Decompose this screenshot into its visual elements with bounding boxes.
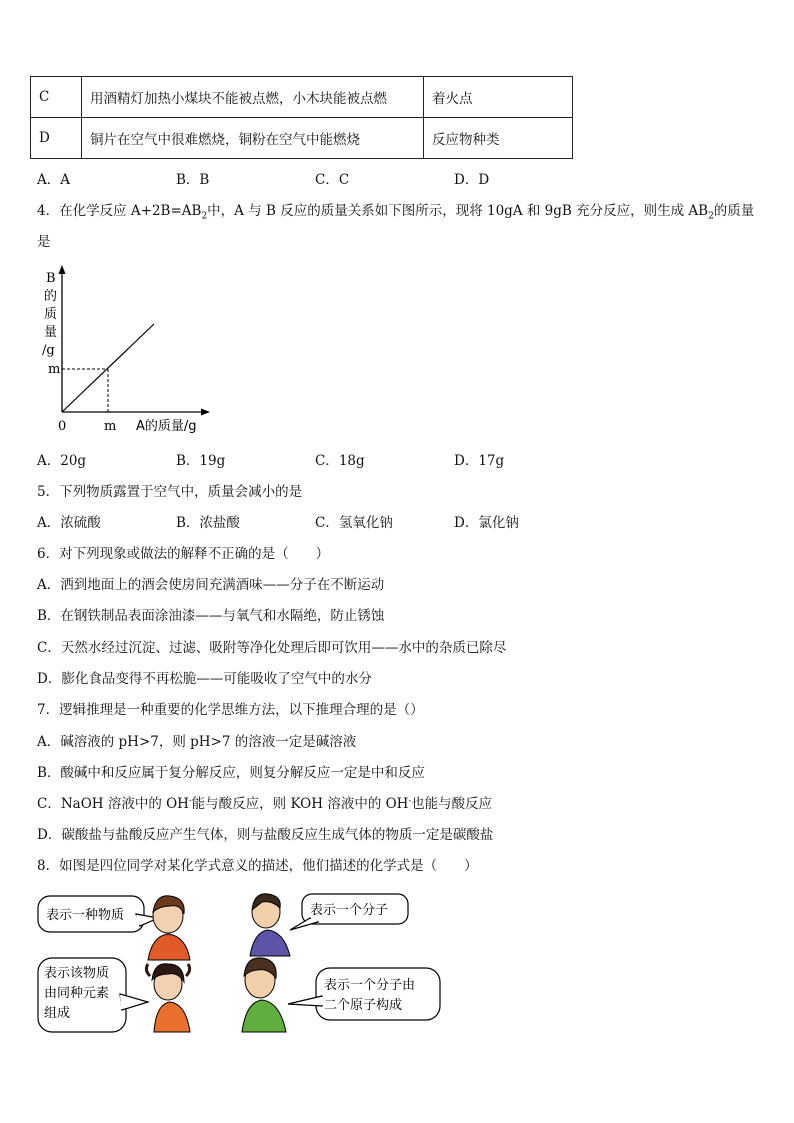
q4-stem-line2: 是 [37, 234, 51, 250]
student-boy-1-icon [148, 896, 190, 960]
q7-stem: 7．逻辑推理是一种重要的化学思维方法，以下推理合理的是（） [37, 702, 424, 718]
bubble-3-line1: 表示该物质 [44, 966, 110, 981]
tick-x-m: m [104, 419, 117, 434]
ylabel-4: 量 [44, 325, 58, 340]
student-boy-3-icon [242, 958, 286, 1032]
student-boy-2-icon [250, 894, 290, 956]
q8-illustration [36, 884, 456, 1044]
q7-option-d: D．碳酸盐与盐酸反应产生气体，则与盐酸反应生成气体的物质一定是碳酸盐 [37, 827, 494, 843]
mass-graph [36, 262, 226, 442]
q6-stem: 6．对下列现象或做法的解释不正确的是（ ） [37, 546, 330, 562]
row-phenomenon: 铜片在空气中很难燃烧，铜粉在空气中能燃烧 [82, 118, 424, 159]
table-row [31, 77, 573, 118]
choice-b: B．浓盐酸 [176, 515, 240, 531]
bubble-4-line2: 二个原子构成 [324, 998, 403, 1013]
q3-choices [37, 168, 593, 188]
choice-d: D．17g [454, 453, 505, 469]
ylabel-3: 质 [44, 307, 58, 322]
q7-option-c: C．NaOH 溶液中的 OH-能与酸反应，则 KOH 溶液中的 OH-也能与酸反应 [37, 796, 493, 812]
bubble-3-line2: 由同种元素 [44, 986, 110, 1001]
choice-c: C．C [315, 172, 350, 188]
choice-b: B．19g [176, 453, 226, 469]
ylabel-1: B [46, 271, 56, 286]
choice-a: A．20g [37, 453, 87, 469]
speech-bubble-2 [290, 894, 408, 930]
q6-option-c: C．天然水经过沉淀、过滤、吸附等净化处理后即可饮用——水中的杂质已除尽 [37, 640, 507, 656]
speech-bubble-1 [38, 896, 158, 932]
ylabel-5: /g [42, 343, 55, 358]
choice-c: C．氢氧化钠 [315, 515, 393, 531]
choice-b: B．B [176, 172, 210, 188]
q5-stem: 5．下列物质露置于空气中，质量会减小的是 [37, 484, 303, 500]
speech-bubble-4 [288, 968, 440, 1020]
tick-y-m: m [48, 362, 61, 377]
q7-option-a: A．碱溶液的 pH>7，则 pH>7 的溶液一定是碱溶液 [37, 734, 357, 750]
choice-a: A．A [37, 172, 70, 188]
speech-bubble-3 [38, 958, 148, 1032]
q5-choices [37, 511, 593, 531]
choice-a: A．浓硫酸 [37, 515, 101, 531]
row-factor: 着火点 [424, 77, 573, 118]
choice-d: D．D [454, 172, 490, 188]
table-row [31, 118, 573, 159]
choice-c: C．18g [315, 453, 365, 469]
choice-d: D．氯化钠 [454, 515, 519, 531]
q6-option-d: D．膨化食品变得不再松脆——可能吸收了空气中的水分 [37, 671, 372, 687]
y-arrow [59, 265, 66, 274]
xlabel: A的质量/g [136, 419, 197, 434]
q8-stem: 8．如图是四位同学对某化学式意义的描述，他们描述的化学式是（ ） [37, 858, 478, 874]
bubble-2-text: 表示一个分子 [310, 903, 389, 918]
q6-option-a: A．洒到地面上的酒会使房间充满酒味——分子在不断运动 [37, 577, 385, 593]
q7-option-b: B．酸碱中和反应属于复分解反应，则复分解反应一定是中和反应 [37, 765, 425, 781]
bubble-3-line3: 组成 [44, 1006, 71, 1021]
student-girl-icon [146, 964, 190, 1032]
bubble-1-text: 表示一种物质 [46, 908, 125, 923]
row-factor: 反应物种类 [424, 118, 573, 159]
options-table [30, 76, 573, 159]
q6-option-b: B．在钢铁制品表面涂油漆——与氧气和水隔绝，防止锈蚀 [37, 608, 385, 624]
bubble-4-line1: 表示一个分子由 [324, 978, 416, 993]
x-arrow [201, 409, 210, 416]
q4-choices [37, 449, 593, 469]
row-letter: D [31, 118, 82, 159]
row-letter: C [31, 77, 82, 118]
tick-origin: 0 [58, 419, 67, 434]
row-phenomenon: 用酒精灯加热小煤块不能被点燃，小木块能被点燃 [82, 77, 424, 118]
mass-line [62, 324, 154, 412]
q4-stem: 4．在化学反应 $A+2B=AB_2$中，A 与 B 反应的质量关系如下图所示，现将 10gA 和 9gB 充分反应，则生成 $AB_2$的质量 [37, 203, 755, 222]
ylabel-2: 的 [44, 289, 58, 304]
